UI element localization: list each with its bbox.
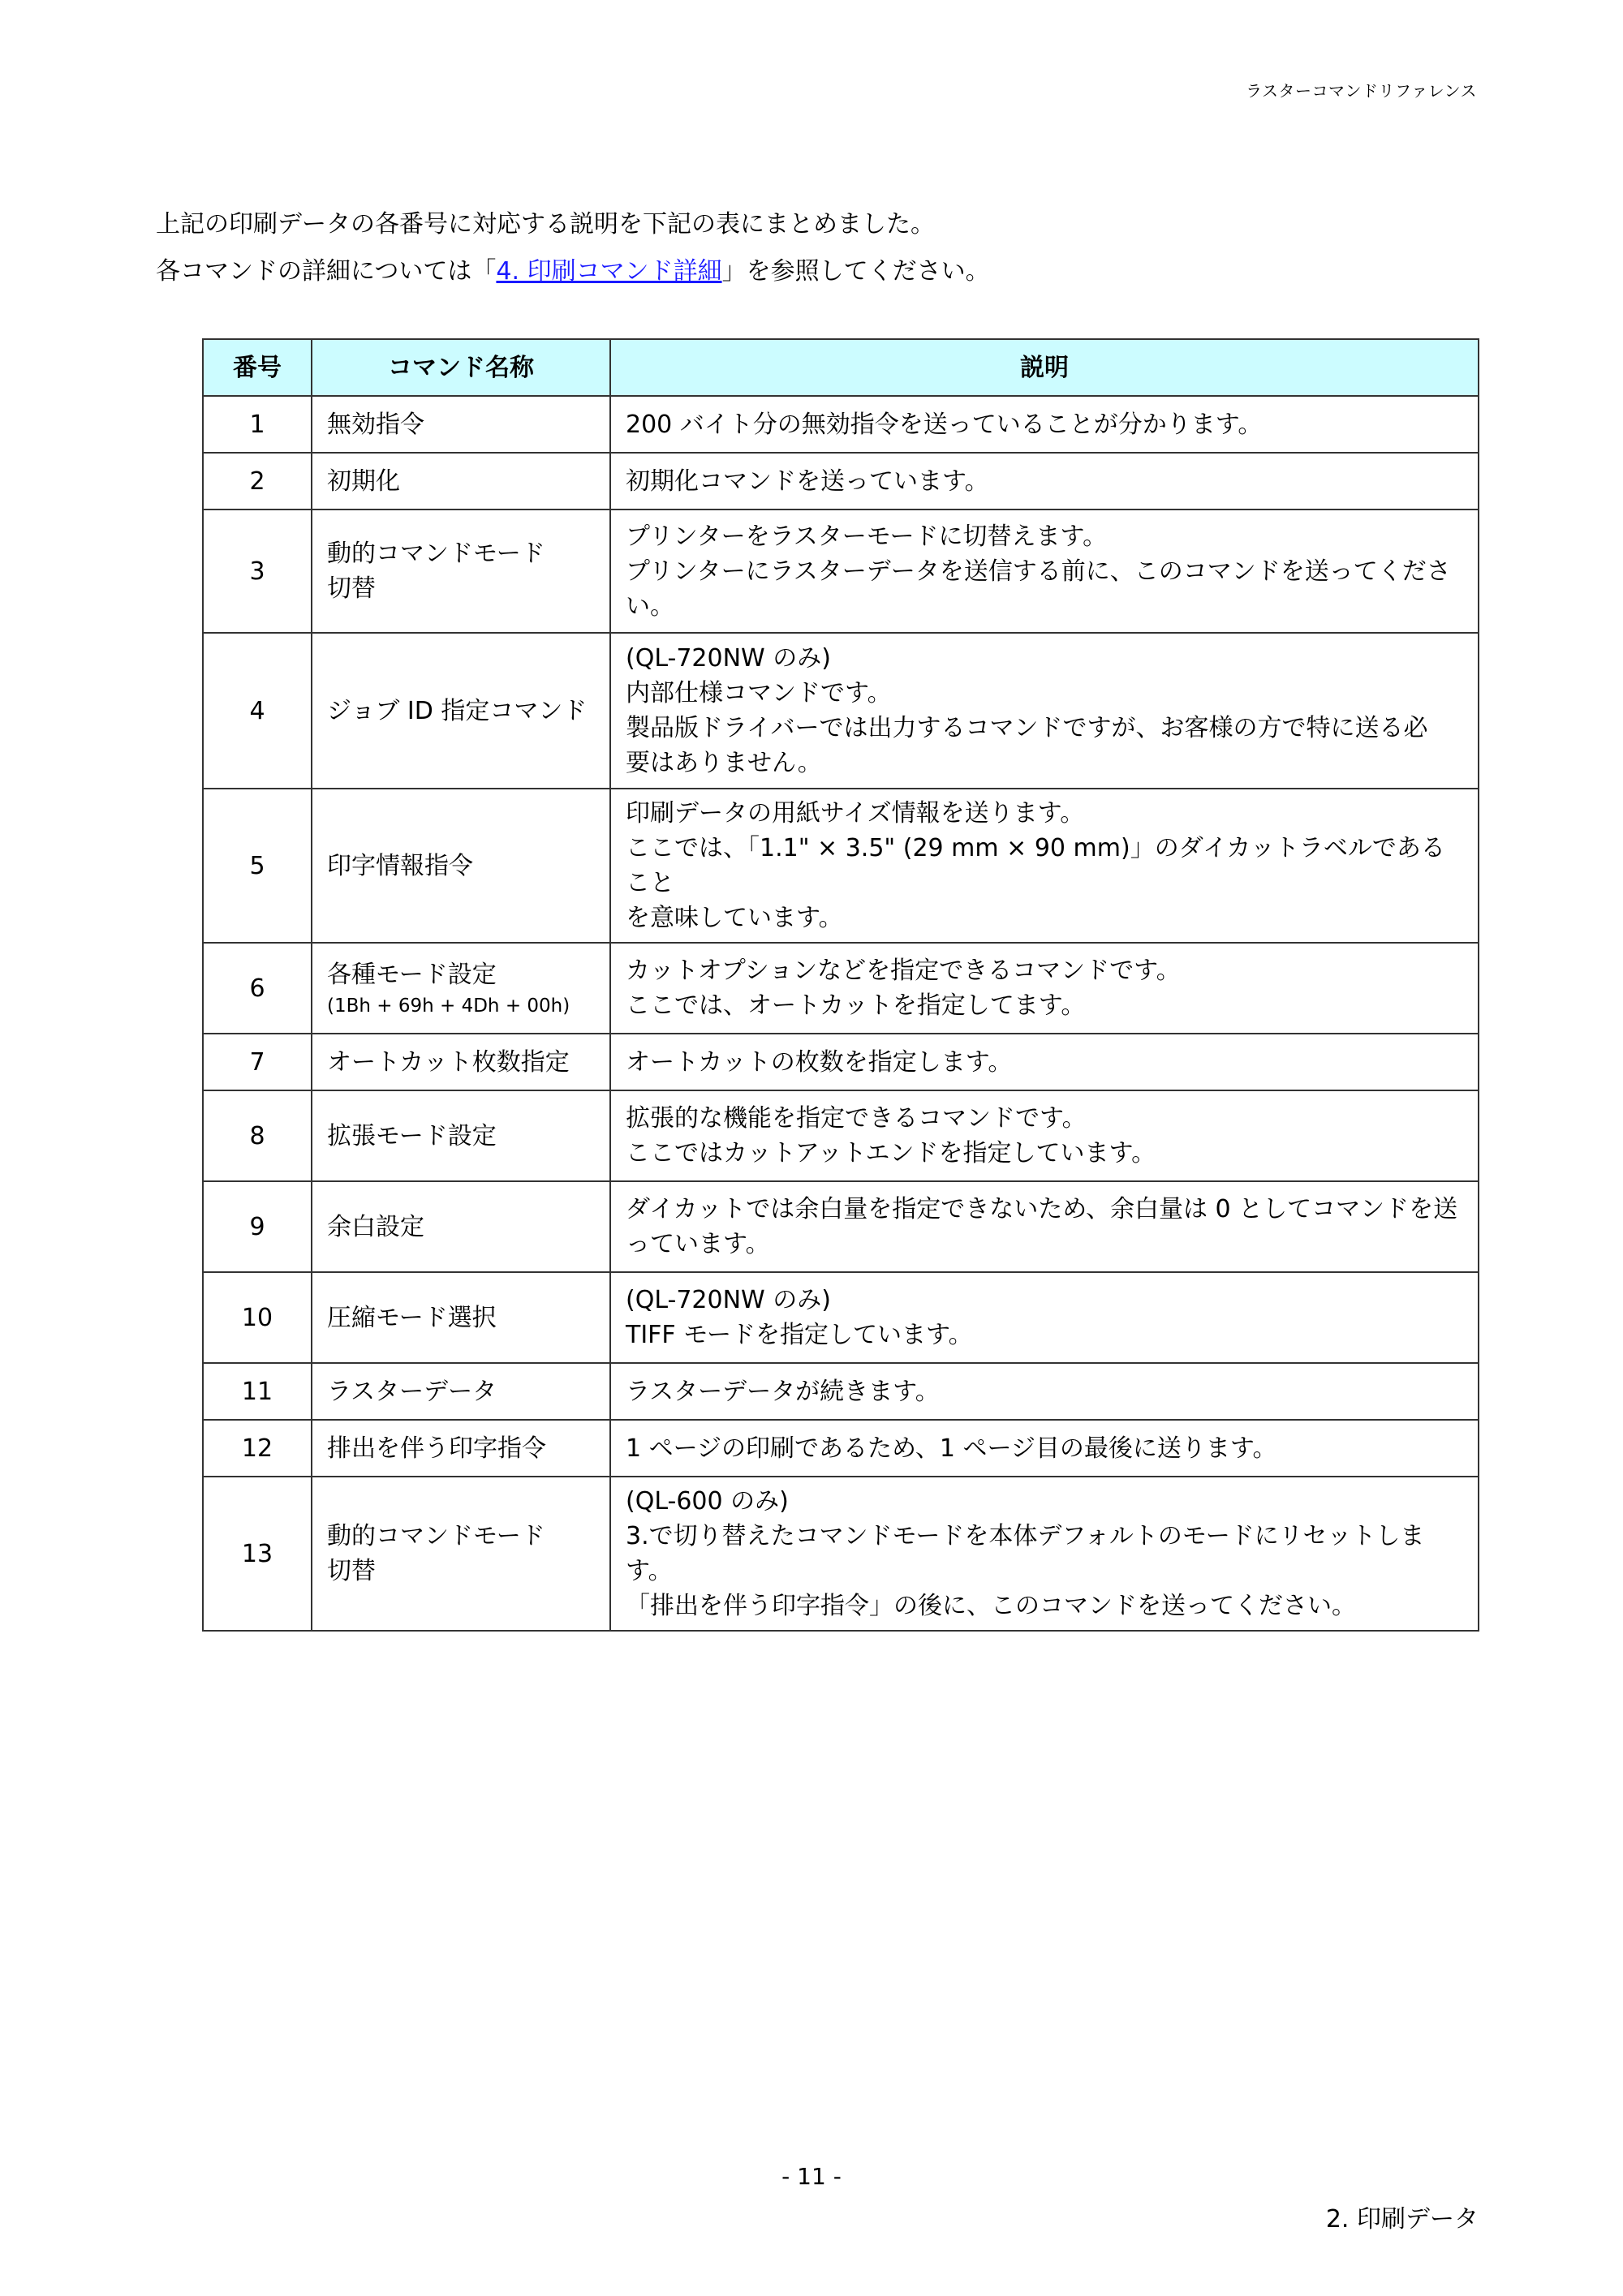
command-name-cell: [312, 510, 610, 633]
description-cell: [610, 789, 1479, 943]
description-line: ここでは、「1.1" × 3.5" (29 mm × 90 mm)」のダイカットラベルであること: [626, 834, 1445, 897]
description-line: い。: [626, 591, 674, 621]
command-name-line: 印字情報指令: [327, 851, 473, 880]
command-name-line: 余白設定: [327, 1212, 424, 1241]
command-name-cell: [312, 1181, 610, 1272]
intro-line-1: 上記の印刷データの各番号に対応する説明を下記の表にまとめました。: [156, 210, 935, 239]
row-number: 2: [203, 453, 312, 510]
column-header-description: 説明: [610, 339, 1479, 396]
description-line: ここでは、オートカットを指定してます。: [626, 991, 1086, 1020]
description-line: を意味しています。: [626, 904, 843, 932]
command-name-cell: [312, 1420, 610, 1477]
footer-section-title: 2. 印刷データ: [1325, 2205, 1479, 2234]
command-name-line: ジョブ ID 指定コマンド: [327, 696, 588, 725]
table-row: [203, 1181, 1479, 1272]
row-number: 8: [203, 1090, 312, 1181]
command-details-link[interactable]: 4. 印刷コマンド詳細: [496, 257, 722, 286]
description-line: 要はありません。: [626, 749, 822, 777]
row-number: 7: [203, 1034, 312, 1090]
description-line: プリンターをラスターモードに切替えます。: [626, 522, 1108, 551]
command-name-line: ラスターデータ: [327, 1377, 497, 1406]
table-row: [203, 789, 1479, 943]
table-row: [203, 1477, 1479, 1631]
table-body: [203, 396, 1479, 1631]
description-line: っています。: [626, 1230, 770, 1258]
table-header-row: [203, 339, 1479, 396]
description-line: (QL-720NW のみ): [626, 644, 831, 673]
description-line: 印刷データの用紙サイズ情報を送ります。: [626, 799, 1085, 828]
table-row: [203, 396, 1479, 453]
row-number: 5: [203, 789, 312, 943]
description-line: ここではカットアットエンドを指定しています。: [626, 1139, 1156, 1167]
description-cell: [610, 396, 1479, 453]
intro-line-2-prefix: 各コマンドの詳細については「: [156, 257, 497, 286]
command-name-cell: [312, 633, 610, 789]
description-line: TIFF モードを指定しています。: [626, 1321, 973, 1349]
intro-line-2: [156, 248, 990, 295]
command-name-cell: [312, 453, 610, 510]
row-number: 9: [203, 1181, 312, 1272]
row-number: 10: [203, 1272, 312, 1363]
table-row: [203, 1090, 1479, 1181]
command-name-line: 各種モード設定: [327, 960, 497, 989]
description-cell: [610, 1272, 1479, 1363]
command-name-line: 圧縮モード選択: [327, 1303, 497, 1332]
command-hex-code: (1Bh + 69h + 4Dh + 00h): [327, 995, 570, 1017]
row-number: 11: [203, 1363, 312, 1420]
command-name-cell: [312, 1272, 610, 1363]
table-row: [203, 510, 1479, 633]
intro-text: [156, 201, 990, 295]
command-table: [202, 338, 1479, 1632]
description-cell: [610, 1420, 1479, 1477]
description-cell: [610, 453, 1479, 510]
command-name-line: 切替: [327, 574, 376, 603]
row-number: 6: [203, 943, 312, 1034]
table-row: [203, 1420, 1479, 1477]
description-line: 200 バイト分の無効指令を送っていることが分かります。: [626, 410, 1263, 439]
command-name-cell: [312, 396, 610, 453]
command-name-line: 初期化: [327, 467, 400, 496]
row-number: 3: [203, 510, 312, 633]
table-row: [203, 1272, 1479, 1363]
command-name-line: 動的コマンドモード: [327, 1522, 545, 1550]
running-header: ラスターコマンドリファレンス: [1246, 81, 1477, 101]
table-row: [203, 1363, 1479, 1420]
command-name-cell: [312, 1034, 610, 1090]
table-row: [203, 453, 1479, 510]
description-line: 製品版ドライバーでは出力するコマンドですが、お客様の方で特に送る必: [626, 714, 1428, 742]
command-name-line: 拡張モード設定: [327, 1121, 497, 1150]
description-cell: [610, 1363, 1479, 1420]
command-name-cell: [312, 1090, 610, 1181]
row-number: 13: [203, 1477, 312, 1631]
description-line: 1 ページの印刷であるため、1 ページ目の最後に送ります。: [626, 1434, 1277, 1463]
command-name-cell: [312, 1363, 610, 1420]
table-row: [203, 1034, 1479, 1090]
description-cell: [610, 1090, 1479, 1181]
description-line: オートカットの枚数を指定します。: [626, 1047, 1013, 1077]
intro-line-2-suffix: 」を参照してください。: [721, 257, 990, 286]
command-name-line: オートカット枚数指定: [327, 1047, 570, 1077]
description-line: (QL-600 のみ): [626, 1487, 789, 1516]
command-name-line: 無効指令: [327, 410, 424, 439]
command-name-line: 排出を伴う印字指令: [327, 1434, 546, 1463]
command-name-cell: [312, 789, 610, 943]
row-number: 12: [203, 1420, 312, 1477]
description-line: 内部仕様コマンドです。: [626, 679, 892, 707]
table-row: [203, 943, 1479, 1034]
description-line: ダイカットでは余白量を指定できないため、余白量は 0 としてコマンドを送: [626, 1195, 1458, 1223]
description-line: ラスターデータが続きます。: [626, 1377, 940, 1406]
description-line: 「排出を伴う印字指令」の後に、このコマンドを送ってください。: [626, 1592, 1356, 1620]
column-header-number: 番号: [203, 339, 312, 396]
command-name-cell: [312, 1477, 610, 1631]
description-line: 拡張的な機能を指定できるコマンドです。: [626, 1104, 1087, 1133]
command-name-line: 切替: [327, 1557, 376, 1585]
command-name-line: 動的コマンドモード: [327, 540, 545, 568]
table-row: [203, 633, 1479, 789]
description-cell: [610, 943, 1479, 1034]
description-line: 初期化コマンドを送っています。: [626, 467, 989, 496]
row-number: 1: [203, 396, 312, 453]
description-line: プリンターにラスターデータを送信する前に、このコマンドを送ってくださ: [626, 557, 1451, 586]
page-number: - 11 -: [781, 2163, 842, 2190]
description-line: (QL-720NW のみ): [626, 1286, 831, 1314]
column-header-command-name: コマンド名称: [312, 339, 610, 396]
description-cell: [610, 1034, 1479, 1090]
description-cell: [610, 633, 1479, 789]
description-line: 3.で切り替えたコマンドモードを本体デフォルトのモードにリセットします。: [626, 1522, 1425, 1585]
description-line: カットオプションなどを指定できるコマンドです。: [626, 957, 1181, 985]
description-cell: [610, 1181, 1479, 1272]
row-number: 4: [203, 633, 312, 789]
description-cell: [610, 510, 1479, 633]
command-name-cell: [312, 943, 610, 1034]
description-cell: [610, 1477, 1479, 1631]
